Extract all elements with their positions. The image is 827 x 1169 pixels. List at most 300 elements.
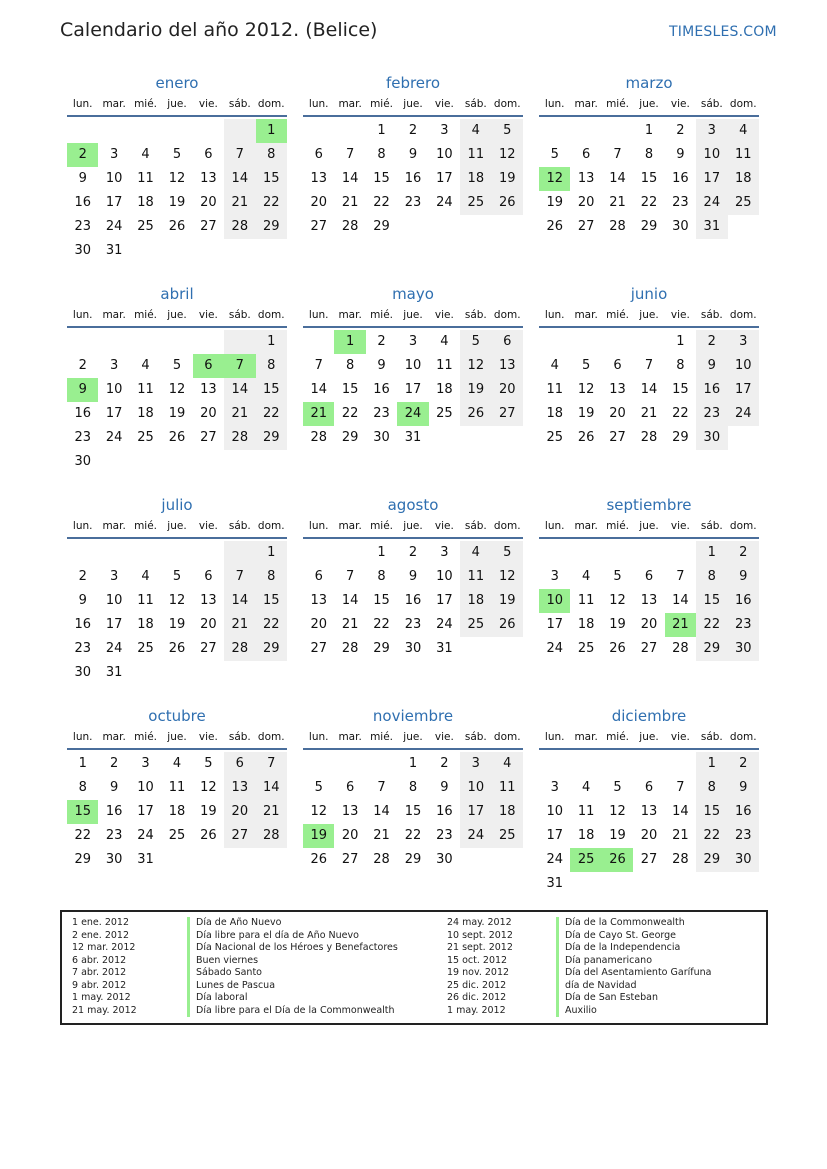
day-cell: 30 — [672, 219, 689, 234]
day-cell: 20 — [224, 800, 255, 824]
day-cell: 5 — [204, 756, 213, 771]
day-cell: 16 — [74, 617, 91, 632]
legend-date: 24 may. 2012 — [447, 917, 512, 928]
day-cell: 17 — [436, 593, 453, 608]
weekday-label: dom. — [729, 98, 757, 110]
day-cell: 23 — [436, 828, 453, 843]
weekday-header — [67, 306, 287, 328]
weekday-header — [303, 728, 523, 750]
day-cell: 1 — [696, 541, 727, 565]
day-cell: 18 — [137, 406, 154, 421]
month-diciembre — [539, 704, 759, 896]
empty-cell — [303, 119, 334, 143]
day-cell: 27 — [200, 430, 217, 445]
day-cell: 6 — [314, 147, 323, 162]
day-cell: 26 — [200, 828, 217, 843]
day-cell: 29 — [404, 852, 422, 867]
day-cell: 14 — [672, 593, 689, 608]
empty-cell — [570, 119, 601, 143]
empty-cell — [633, 541, 664, 565]
weekday-label: vie. — [198, 731, 218, 743]
day-cell: 4 — [460, 119, 491, 143]
empty-cell — [334, 752, 365, 776]
day-cell: 20 — [200, 195, 217, 210]
legend-holiday-name: Día de Cayo St. George — [556, 930, 711, 943]
day-cell: 3 — [696, 119, 727, 143]
empty-cell — [67, 541, 98, 565]
day-cell: 25 — [546, 430, 563, 445]
day-cell: 11 — [460, 143, 491, 167]
empty-cell — [633, 752, 664, 776]
day-cell: 6 — [644, 569, 654, 584]
month-septiembre — [539, 493, 759, 661]
day-cell: 2 — [440, 756, 449, 771]
day-cell: 7 — [256, 752, 287, 776]
day-cell: 30 — [74, 665, 91, 680]
day-cell: 20 — [310, 617, 327, 632]
weekday-label: dom. — [729, 731, 757, 743]
month-name: marzo — [625, 74, 673, 92]
month-enero — [67, 71, 287, 263]
day-cell: 7 — [345, 147, 355, 162]
day-cell: 11 — [492, 776, 523, 800]
holiday-day: 24 — [397, 402, 428, 426]
day-cell: 4 — [172, 756, 182, 771]
day-cell: 31 — [546, 876, 563, 891]
day-cell: 12 — [492, 143, 523, 167]
weekday-label: vie. — [198, 309, 218, 321]
day-cell: 7 — [613, 147, 622, 162]
day-cell: 14 — [224, 589, 255, 613]
day-cell: 8 — [256, 354, 287, 378]
day-cell: 12 — [168, 593, 186, 608]
day-cell: 9 — [728, 565, 759, 589]
day-cell: 29 — [696, 848, 727, 872]
weekday-label: vie. — [434, 309, 454, 321]
day-cell: 27 — [200, 219, 217, 234]
legend-date: 26 dic. 2012 — [447, 992, 507, 1003]
day-cell: 10 — [137, 780, 154, 795]
weekday-label: dom. — [493, 309, 521, 321]
empty-cell — [602, 119, 633, 143]
day-cell: 15 — [672, 382, 689, 397]
legend-names-left — [187, 917, 398, 1017]
weekday-label: jue. — [639, 520, 659, 532]
day-cell: 17 — [105, 406, 123, 421]
day-cell: 7 — [345, 569, 355, 584]
day-cell: 16 — [404, 171, 422, 186]
day-cell: 10 — [460, 776, 491, 800]
day-cell: 18 — [137, 195, 154, 210]
day-cell: 11 — [137, 382, 154, 397]
day-cell: 31 — [436, 641, 453, 656]
empty-cell — [366, 752, 397, 776]
legend-holiday-name: Buen viernes — [187, 955, 398, 968]
day-cell: 14 — [310, 382, 327, 397]
day-cell: 14 — [609, 171, 626, 186]
day-cell: 15 — [256, 589, 287, 613]
legend-date: 1 may. 2012 — [72, 992, 131, 1003]
day-cell: 10 — [436, 147, 453, 162]
month-name: septiembre — [606, 496, 692, 514]
day-cell: 7 — [224, 143, 255, 167]
weekday-header — [539, 517, 759, 539]
days-grid — [67, 541, 287, 685]
day-cell: 27 — [577, 219, 595, 234]
day-cell: 1 — [676, 334, 685, 349]
day-cell: 25 — [460, 613, 491, 637]
weekday-label: mar. — [102, 98, 126, 110]
day-cell: 2 — [377, 334, 386, 349]
weekday-header — [303, 95, 523, 117]
legend-holiday-name: Día del Asentamiento Garífuna — [556, 967, 711, 980]
day-cell: 11 — [436, 358, 453, 373]
day-cell: 28 — [310, 430, 327, 445]
day-cell: 30 — [404, 641, 422, 656]
day-cell: 22 — [373, 195, 390, 210]
day-cell: 16 — [696, 378, 727, 402]
legend-holiday-name: Día libre para el día de Año Nuevo — [187, 930, 398, 943]
legend-date: 9 abr. 2012 — [72, 979, 127, 991]
day-cell: 15 — [696, 800, 727, 824]
day-cell: 5 — [172, 569, 182, 584]
weekday-label: lun. — [544, 520, 565, 532]
month-name: enero — [155, 74, 199, 92]
month-octubre — [67, 704, 287, 872]
weekday-label: sáb. — [228, 731, 251, 743]
empty-cell — [98, 541, 129, 565]
weekday-label: mié. — [134, 98, 158, 110]
weekday-label: vie. — [434, 520, 454, 532]
legend-date: 7 abr. 2012 — [72, 967, 127, 978]
empty-cell — [161, 119, 192, 143]
day-cell: 7 — [314, 358, 323, 373]
day-cell: 19 — [492, 589, 523, 613]
day-cell: 16 — [436, 804, 453, 819]
holiday-day: 10 — [539, 589, 570, 613]
holiday-day: 25 — [570, 848, 601, 872]
day-cell: 30 — [74, 454, 91, 469]
day-cell: 12 — [609, 593, 626, 608]
legend-date: 1 ene. 2012 — [72, 917, 129, 928]
day-cell: 4 — [440, 334, 449, 349]
month-noviembre — [303, 704, 523, 872]
day-cell: 11 — [137, 171, 154, 186]
legend-holiday-name: Día Nacional de los Héroes y Benefactores — [187, 942, 398, 955]
day-cell: 29 — [672, 430, 689, 445]
weekday-label: lun. — [72, 731, 93, 743]
day-cell: 8 — [78, 780, 87, 795]
empty-cell — [67, 330, 98, 354]
weekday-header — [67, 728, 287, 750]
days-grid — [539, 752, 759, 896]
day-cell: 26 — [168, 430, 186, 445]
empty-cell — [303, 541, 334, 565]
day-cell: 28 — [224, 637, 255, 661]
empty-cell — [633, 330, 664, 354]
empty-cell — [665, 752, 696, 776]
day-cell: 21 — [224, 613, 255, 637]
weekday-label: mié. — [370, 520, 394, 532]
day-cell: 23 — [105, 828, 123, 843]
legend-date: 1 may. 2012 — [447, 1004, 506, 1016]
empty-cell — [539, 119, 570, 143]
weekday-label: jue. — [403, 731, 423, 743]
day-cell: 22 — [696, 613, 727, 637]
day-cell: 28 — [609, 219, 626, 234]
day-cell: 11 — [577, 593, 595, 608]
day-cell: 16 — [672, 171, 689, 186]
day-cell: 30 — [728, 848, 759, 872]
legend-date: 12 mar. 2012 — [72, 942, 136, 953]
day-cell: 3 — [550, 569, 559, 584]
day-cell: 6 — [345, 780, 355, 795]
day-cell: 4 — [728, 119, 759, 143]
day-cell: 13 — [577, 171, 595, 186]
weekday-label: mar. — [338, 520, 362, 532]
weekday-label: jue. — [403, 98, 423, 110]
day-cell: 9 — [408, 569, 418, 584]
weekday-label: mar. — [574, 98, 598, 110]
day-cell: 30 — [105, 852, 123, 867]
day-cell: 9 — [676, 147, 685, 162]
weekday-label: sáb. — [228, 98, 251, 110]
days-grid — [67, 752, 287, 872]
day-cell: 21 — [224, 191, 255, 215]
day-cell: 8 — [377, 147, 386, 162]
days-grid — [303, 752, 523, 872]
weekday-header — [303, 306, 523, 328]
day-cell: 23 — [74, 219, 91, 234]
empty-cell — [161, 330, 192, 354]
empty-cell — [303, 330, 334, 354]
day-cell: 8 — [696, 776, 727, 800]
day-cell: 25 — [436, 406, 453, 421]
weekday-label: lun. — [544, 731, 565, 743]
day-cell: 19 — [200, 804, 217, 819]
day-cell: 13 — [609, 382, 626, 397]
empty-cell — [303, 752, 334, 776]
day-cell: 31 — [404, 430, 422, 445]
holiday-day: 26 — [602, 848, 633, 872]
day-cell: 2 — [728, 752, 759, 776]
day-cell: 1 — [408, 756, 418, 771]
day-cell: 10 — [728, 354, 759, 378]
day-cell: 27 — [609, 430, 626, 445]
holiday-legend — [60, 910, 768, 1025]
month-agosto — [303, 493, 523, 661]
day-cell: 9 — [408, 147, 418, 162]
day-cell: 20 — [200, 406, 217, 421]
page-title: Calendario del año 2012. (Belice) — [60, 19, 378, 41]
day-cell: 15 — [256, 378, 287, 402]
day-cell: 12 — [609, 804, 626, 819]
day-cell: 18 — [460, 589, 491, 613]
day-cell: 19 — [460, 378, 491, 402]
day-cell: 8 — [696, 565, 727, 589]
day-cell: 9 — [78, 593, 87, 608]
days-grid — [539, 119, 759, 239]
day-cell: 8 — [256, 143, 287, 167]
day-cell: 25 — [460, 191, 491, 215]
day-cell: 5 — [581, 358, 591, 373]
day-cell: 12 — [460, 354, 491, 378]
day-cell: 24 — [105, 641, 123, 656]
day-cell: 13 — [640, 593, 658, 608]
brand-link[interactable]: TIMESLES.COM — [669, 24, 777, 40]
day-cell: 6 — [204, 147, 213, 162]
weekday-label: dom. — [257, 520, 285, 532]
day-cell: 18 — [137, 617, 154, 632]
empty-cell — [193, 119, 224, 143]
day-cell: 21 — [609, 195, 626, 210]
empty-cell — [224, 541, 255, 565]
day-cell: 2 — [696, 330, 727, 354]
weekday-label: jue. — [639, 98, 659, 110]
day-cell: 5 — [460, 330, 491, 354]
day-cell: 8 — [676, 358, 685, 373]
day-cell: 21 — [672, 828, 689, 843]
day-cell: 29 — [373, 219, 390, 234]
day-cell: 9 — [78, 171, 87, 186]
day-cell: 4 — [550, 358, 559, 373]
weekday-label: vie. — [434, 731, 454, 743]
day-cell: 23 — [728, 824, 759, 848]
legend-holiday-name: Sábado Santo — [187, 967, 398, 980]
day-cell: 11 — [137, 593, 154, 608]
day-cell: 31 — [137, 852, 154, 867]
month-name: octubre — [148, 707, 206, 725]
day-cell: 29 — [373, 641, 390, 656]
weekday-label: vie. — [670, 520, 690, 532]
day-cell: 26 — [546, 219, 563, 234]
day-cell: 13 — [200, 382, 217, 397]
day-cell: 29 — [256, 426, 287, 450]
day-cell: 28 — [341, 219, 359, 234]
month-name: abril — [160, 285, 194, 303]
day-cell: 10 — [436, 569, 453, 584]
day-cell: 19 — [609, 617, 626, 632]
empty-cell — [224, 119, 255, 143]
weekday-label: jue. — [639, 309, 659, 321]
day-cell: 14 — [373, 804, 390, 819]
empty-cell — [130, 119, 161, 143]
day-cell: 1 — [377, 545, 386, 560]
day-cell: 5 — [492, 541, 523, 565]
weekday-header — [67, 95, 287, 117]
legend-holiday-name: Auxilio — [556, 1005, 711, 1018]
day-cell: 24 — [436, 195, 453, 210]
day-cell: 26 — [310, 852, 327, 867]
day-cell: 24 — [460, 824, 491, 848]
holiday-day: 12 — [539, 167, 570, 191]
weekday-label: sáb. — [700, 731, 723, 743]
empty-cell — [334, 119, 365, 143]
day-cell: 19 — [609, 828, 626, 843]
day-cell: 24 — [696, 191, 727, 215]
empty-cell — [161, 541, 192, 565]
day-cell: 12 — [310, 804, 327, 819]
weekday-label: mar. — [574, 520, 598, 532]
day-cell: 14 — [341, 593, 359, 608]
weekday-label: mar. — [338, 731, 362, 743]
day-cell: 30 — [373, 430, 390, 445]
day-cell: 28 — [256, 824, 287, 848]
day-cell: 4 — [581, 780, 591, 795]
legend-holiday-name: Día panamericano — [556, 955, 711, 968]
weekday-label: dom. — [493, 520, 521, 532]
day-cell: 30 — [728, 637, 759, 661]
day-cell: 11 — [460, 565, 491, 589]
weekday-label: dom. — [729, 309, 757, 321]
day-cell: 27 — [310, 219, 327, 234]
day-cell: 11 — [546, 382, 563, 397]
day-cell: 27 — [200, 641, 217, 656]
day-cell: 29 — [256, 637, 287, 661]
month-name: agosto — [387, 496, 439, 514]
day-cell: 10 — [696, 143, 727, 167]
empty-cell — [602, 752, 633, 776]
day-cell: 24 — [436, 617, 453, 632]
day-cell: 18 — [168, 804, 186, 819]
day-cell: 5 — [172, 147, 182, 162]
weekday-label: sáb. — [700, 309, 723, 321]
day-cell: 6 — [492, 330, 523, 354]
day-cell: 20 — [200, 617, 217, 632]
weekday-label: lun. — [308, 309, 329, 321]
day-cell: 31 — [105, 665, 123, 680]
day-cell: 15 — [373, 171, 390, 186]
legend-holiday-name: Día libre para el Día de la Commonwealth — [187, 1005, 398, 1018]
weekday-label: lun. — [308, 98, 329, 110]
empty-cell — [665, 541, 696, 565]
weekday-label: jue. — [167, 98, 187, 110]
legend-date: 25 dic. 2012 — [447, 979, 507, 991]
day-cell: 17 — [404, 382, 422, 397]
day-cell: 23 — [728, 613, 759, 637]
day-cell: 11 — [728, 143, 759, 167]
weekday-label: vie. — [198, 98, 218, 110]
weekday-label: vie. — [198, 520, 218, 532]
day-cell: 24 — [137, 828, 154, 843]
day-cell: 3 — [440, 545, 449, 560]
empty-cell — [539, 330, 570, 354]
weekday-header — [539, 95, 759, 117]
day-cell: 31 — [105, 243, 123, 258]
month-name: junio — [630, 285, 668, 303]
legend-date: 21 sept. 2012 — [447, 942, 513, 953]
day-cell: 26 — [609, 641, 626, 656]
day-cell: 22 — [256, 613, 287, 637]
holiday-day: 19 — [303, 824, 334, 848]
day-cell: 13 — [200, 593, 217, 608]
day-cell: 25 — [137, 430, 154, 445]
day-cell: 5 — [492, 119, 523, 143]
day-cell: 1 — [78, 756, 87, 771]
day-cell: 19 — [492, 167, 523, 191]
weekday-label: mié. — [606, 309, 630, 321]
legend-holiday-name: Día laboral — [187, 992, 398, 1005]
weekday-label: dom. — [493, 98, 521, 110]
day-cell: 17 — [460, 800, 491, 824]
weekday-label: mié. — [370, 98, 394, 110]
day-cell: 16 — [728, 589, 759, 613]
day-cell: 2 — [728, 541, 759, 565]
empty-cell — [193, 541, 224, 565]
day-cell: 23 — [74, 430, 91, 445]
empty-cell — [193, 330, 224, 354]
day-cell: 10 — [404, 358, 422, 373]
